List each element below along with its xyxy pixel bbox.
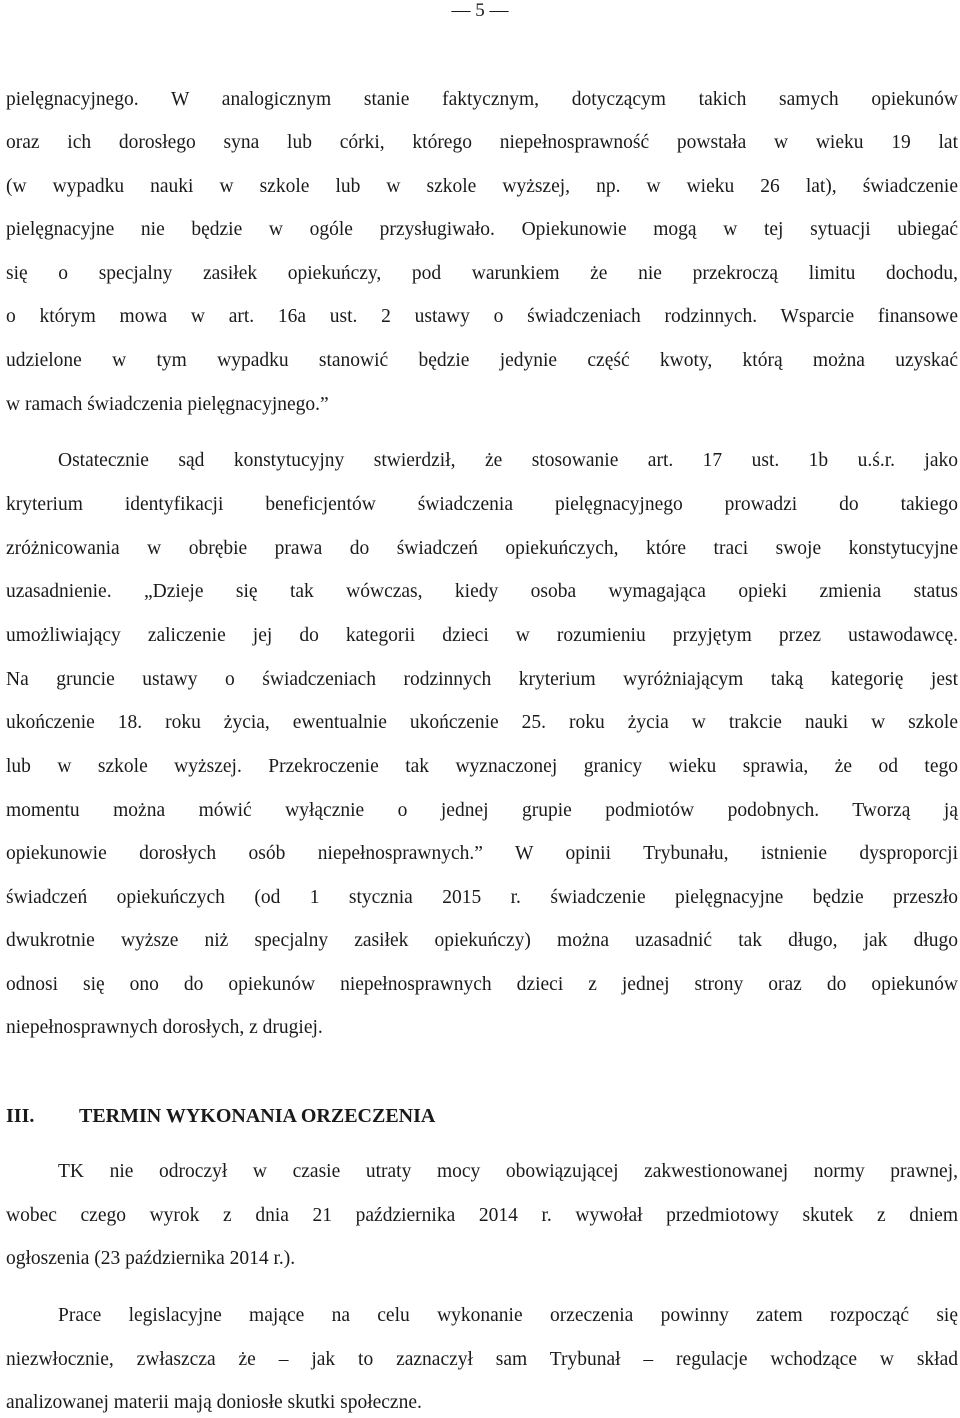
text-line: niepełnosprawnych dorosłych, z drugiej. [6,1017,323,1038]
text-line: się o specjalny zasiłek opiekuńczy, pod warunkiem że nie przekroczą limitu dochodu, [6,263,958,284]
page-number: — 5 — [451,0,509,21]
text-line: kryterium identyfikacji beneficjentów świadczenia pielęgnacyjnego prowadzi do takiego [6,494,958,515]
text-line: Prace legislacyjne mające na celu wykonanie orzeczenia powinny zatem rozpocząć się [58,1305,958,1326]
text-line: zróżnicowania w obrębie prawa do świadczeń opiekuńczych, które traci swoje konstytucyjne [6,538,958,559]
text-line: oraz ich dorosłego syna lub córki, którego niepełnosprawność powstała w wieku 19 lat [6,132,958,153]
text-line: TK nie odroczył w czasie utraty mocy obowiązującej zakwestionowanej normy prawnej, [58,1161,958,1182]
section-title: TERMIN WYKONANIA ORZECZENIA [79,1105,436,1127]
text-line: o którym mowa w art. 16a ust. 2 ustawy o świadczeniach rodzinnych. Wsparcie finansowe [6,306,958,327]
text-line: pielęgnacyjnego. W analogicznym stanie faktycznym, dotyczącym takich samych opiekunów [6,89,958,110]
section-number: III. [6,1105,35,1127]
text-line: w ramach świadczenia pielęgnacyjnego.” [6,394,329,415]
text-line: umożliwiający zaliczenie jej do kategorii dzieci w rozumieniu przyjętym przez ustawodawcę. [6,625,958,646]
text-line: momentu można mówić wyłącznie o jednej grupie podmiotów podobnych. Tworzą ją [6,800,958,821]
text-line: ogłoszenia (23 października 2014 r.). [6,1248,296,1269]
text-line: uzasadnienie. „Dzieje się tak wówczas, kiedy osoba wymagająca opieki zmienia status [6,581,958,602]
text-line: dwukrotnie wyższe niż specjalny zasiłek opiekuńczy) można uzasadnić tak długo, jak długo [6,930,958,951]
text-line: Na gruncie ustawy o świadczeniach rodzinnych kryterium wyróżniającym taką kategorię jest [6,669,958,690]
text-line: lub w szkole wyższej. Przekroczenie tak wyznaczonej granicy wieku sprawia, że od tego [6,756,958,777]
text-line: Ostatecznie sąd konstytucyjny stwierdził, że stosowanie art. 17 ust. 1b u.ś.r. jako [58,450,958,471]
text-line: świadczeń opiekuńczych (od 1 stycznia 2015 r. świadczenie pielęgnacyjne będzie przeszło [6,887,958,908]
text-line: niezwłocznie, zwłaszcza że – jak to zaznaczył sam Trybunał – regulacje wchodzące w skład [6,1349,958,1370]
text-line: odnosi się ono do opiekunów niepełnosprawnych dzieci z jednej strony oraz do opiekunów [6,974,958,995]
text-line: ukończenie 18. roku życia, ewentualnie ukończenie 25. roku życia w trakcie nauki w szkole [6,712,958,733]
text-line: opiekunowie dorosłych osób niepełnosprawnych.” W opinii Trybunału, istnienie dysproporcji [6,843,958,864]
text-line: (w wypadku nauki w szkole lub w szkole wyższej, np. w wieku 26 lat), świadczenie [6,176,958,197]
text-line: analizowanej materii mają doniosłe skutki społeczne. [6,1392,422,1413]
text-line: udzielone w tym wypadku stanowić będzie jedynie część kwoty, którą można uzyskać [6,350,958,371]
section-heading [6,1103,435,1129]
text-line: pielęgnacyjne nie będzie w ogóle przysługiwało. Opiekunowie mogą w tej sytuacji ubiegać [6,219,958,240]
text-line: wobec czego wyrok z dnia 21 października 2014 r. wywołał przedmiotowy skutek z dniem [6,1205,958,1226]
